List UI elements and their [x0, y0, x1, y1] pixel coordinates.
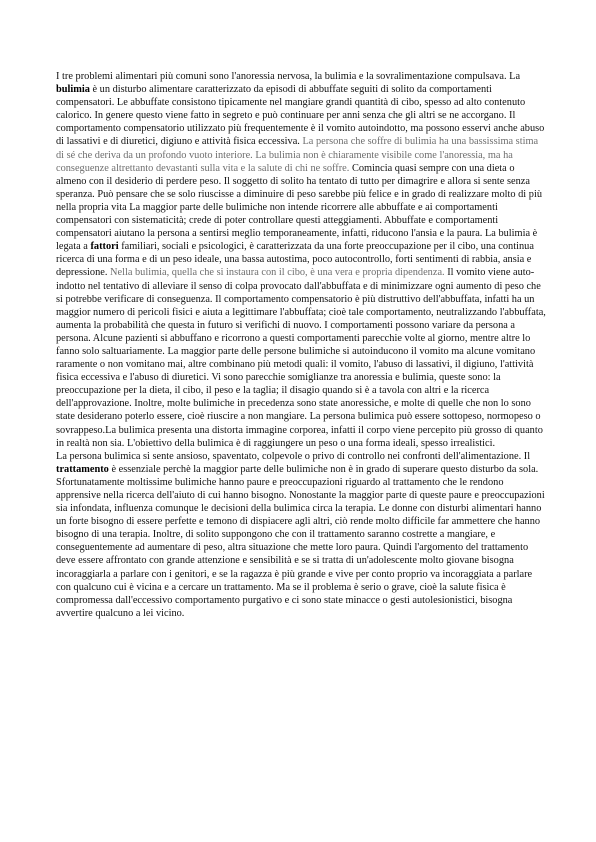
text-run: La persona bulimica si sente ansioso, spaventato, colpevole o privo di controllo nei confronti dell'alimentazione. Il: [56, 450, 531, 462]
keyword-fattori: fattori: [90, 241, 119, 253]
keyword-bulimia: bulimia: [56, 84, 90, 96]
document-page: [56, 70, 546, 620]
paragraph-bulimia-overview: [56, 70, 546, 450]
paragraph-treatment: [56, 450, 546, 620]
text-run: è essenziale perchè la maggior parte delle bulimiche non è in grado di superare questo disturbo da sola. Sfortunatamente moltissime bulimiche hanno paure e preoccupazioni riguardo al trattamento che le rendono apprensive nella ricerca dell'aiuto di cui hanno bisogno. Nonostante la maggior parte di queste paure e preoccupazioni sia infondata, influenza comunque le decisioni della bulimica circa la terapia. Le donne con disturbi alimentari hanno un forte bisogno di essere perfette e temono di dispiacere agli altri, ciò rende molto difficile far ammettere che hanno bisogno di una terapia. Inoltre, di solito suppongono che con il trattamento saranno costrette a mangiare, e conseguentemente ad aumentare di peso, altra situazione che mette loro paura. Quindi l'argomento del trattamento deve essere affrontato con grande attenzione e sensibilità e se si tratta di un'adolescente molto giovane bisogna incoraggiarla a parlare con i genitori, e se la ragazza è più grande e vive per conto proprio va incoraggiata a parlare con qualcuno cui è vicina e a cercare un trattamento. Ma se il problema è serio o grave, cioè la salute fisica è compromessa dall'eccessivo comportamento purgativo e ci sono state minacce o gesti autolesionistici, bisogna avvertire qualcuno a lei vicino.: [56, 463, 545, 619]
text-run: familiari, sociali e psicologici, è caratterizzata da una forte preoccupazione per il cibo, una continua ricerca di una forma e di un peso ideale, una bassa autostima, poco autocontrollo, forti sentimenti di rabbia, ansia e depressione.: [56, 241, 534, 279]
keyword-trattamento: trattamento: [56, 463, 109, 475]
highlighted-text: Nella bulimia, quella che si instaura con il cibo, è una vera e propria dipendenza.: [110, 267, 445, 279]
text-run: I tre problemi alimentari più comuni sono l'anoressia nervosa, la bulimia e la sovralimentazione compulsava. La: [56, 71, 521, 82]
text-run: è un disturbo alimentare caratterizzato da episodi di abbuffate seguiti di solito da comportamenti compensatori. Le abbuffate consistono tipicamente nel mangiare grandi quantità di cibo, spesso ad alto contenuto calorico. In genere questo viene fatto in segreto e può continuare per anni senza che gli altri se ne accorgano. Il comportamento compensatorio utilizzato più frequentemente è il vomito autoindotto, ma possono esservi anche abuso di lassativi e di diuretici, digiuno e attività fisica eccessiva.: [56, 84, 545, 148]
text-run: Comincia quasi sempre con una dieta o almeno con il desiderio di perdere peso. Il soggetto di solito ha tentato di tutto per dimagrire e allora si sente senza speranza. Può pensare che se solo riuscisse a diminuire di peso sarebbe più felice e in grado di realizzare molto di più nella propria vita La maggior parte delle bulimiche non intende ricorrere alle abbuffate e ai comportamenti compensatori con sistematicità; crede di poter controllare questi atteggiamenti. Abbuffate e comportamenti compensatori aiutano la persona a sentirsi meglio temporaneamente, infatti, riducono l'ansia e la paura. La bulimia è legata a: [56, 162, 542, 253]
highlighted-text: La persona che soffre di bulimia ha una bassissima stima di sé che deriva da un profondo vuoto interiore. La bulimia non è chiaramente visibile come l'anoressia, ma ha conseguenze altrettanto devastanti sulla vita e la salute di chi ne soffre.: [56, 136, 539, 174]
text-run: Il vomito viene auto-indotto nel tentativo di alleviare il senso di colpa provocato dall'abbuffata e di minimizzare ogni aumento di peso che si potrebbe verificare di conseguenza. Il comportamento compensatorio è più distruttivo dell'abbuffata, infatti ha un maggior numero di pericoli fisici e aiuta a legittimare l'abbuffata; cioè tale comportamento, neutralizzando l'abbuffata, aumenta la probabilità che questa in futuro si verifichi di nuovo. I comportamenti possono variare da persona a persona. Alcune pazienti si abbuffano e ricorrono a questi comportamenti parecchie volte al giorno, mentre altre lo fanno solo saltuariamente. La maggior parte delle persone bulimiche si autoinducono il vomito ma alcune vomitano raramente o non vomitano mai, altre combinano più metodi quali: il vomito, l'abuso di lassativi, il digiuno, l'attività fisica eccessiva e l'abuso di diuretici. Vi sono parecchie somiglianze tra anoressia e bulimia, queste sono: la preoccupazione per la dieta, il cibo, il peso e la taglia; il disagio quando si è a tavola con altri e la ricerca dell'approvazione. Inoltre, molte bulimiche in precedenza sono state anoressiche, e molte di quelle che non lo sono state desiderano poterlo essere, cioè riuscire a non mangiare. La persona bulimica può essere sottopeso, normopeso o sovrappeso.La bulimica presenta una distorta immagine corporea, infatti il corpo viene percepito più grosso di quanto in realtà non sia. L'obiettivo della bulimica è di raggiungere un peso o una forma ideali, spesso irrealistici.: [56, 267, 546, 449]
